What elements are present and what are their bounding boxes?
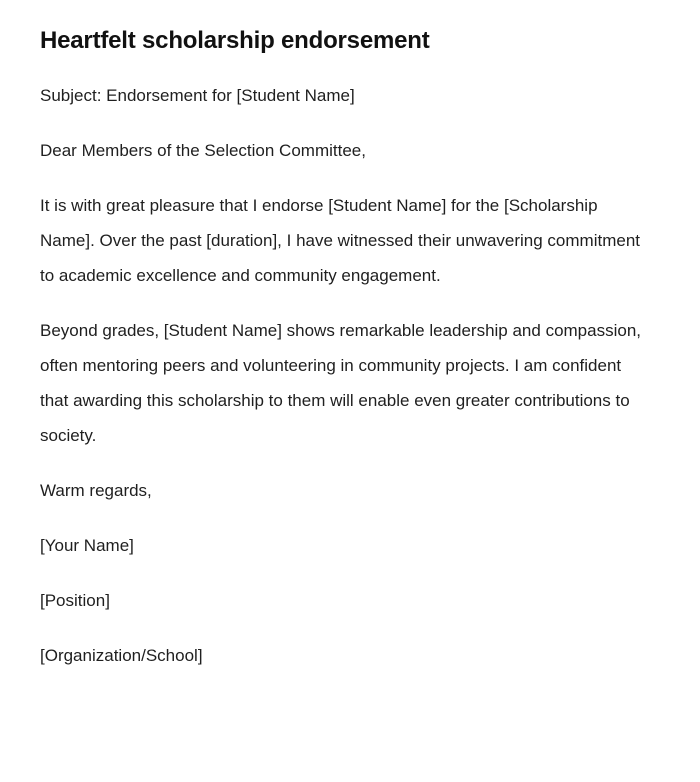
signature-name-placeholder: [Your Name]	[40, 536, 134, 555]
salutation: Dear Members of the Selection Committee,	[40, 141, 366, 160]
signature-organization-placeholder: [Organization/School]	[40, 646, 203, 665]
body-paragraph-2: Beyond grades, [Student Name] shows remarkable leadership and compassion, often mentoring peers and volunteering in community projects. I am confident that awarding this scholarship to them will enable even greater contributions to society.	[40, 321, 642, 445]
signature-position-placeholder: [Position]	[40, 591, 110, 610]
body-paragraph-1: It is with great pleasure that I endorse [Student Name] for the [Scholarship Name]. Over the past [duration], I have witnessed their unwavering commitment to academic excellence and community engagement.	[40, 196, 640, 285]
page-title: Heartfelt scholarship endorsement	[40, 27, 430, 54]
subject-line: Subject: Endorsement for [Student Name]	[40, 86, 355, 105]
closing-line: Warm regards,	[40, 481, 152, 500]
